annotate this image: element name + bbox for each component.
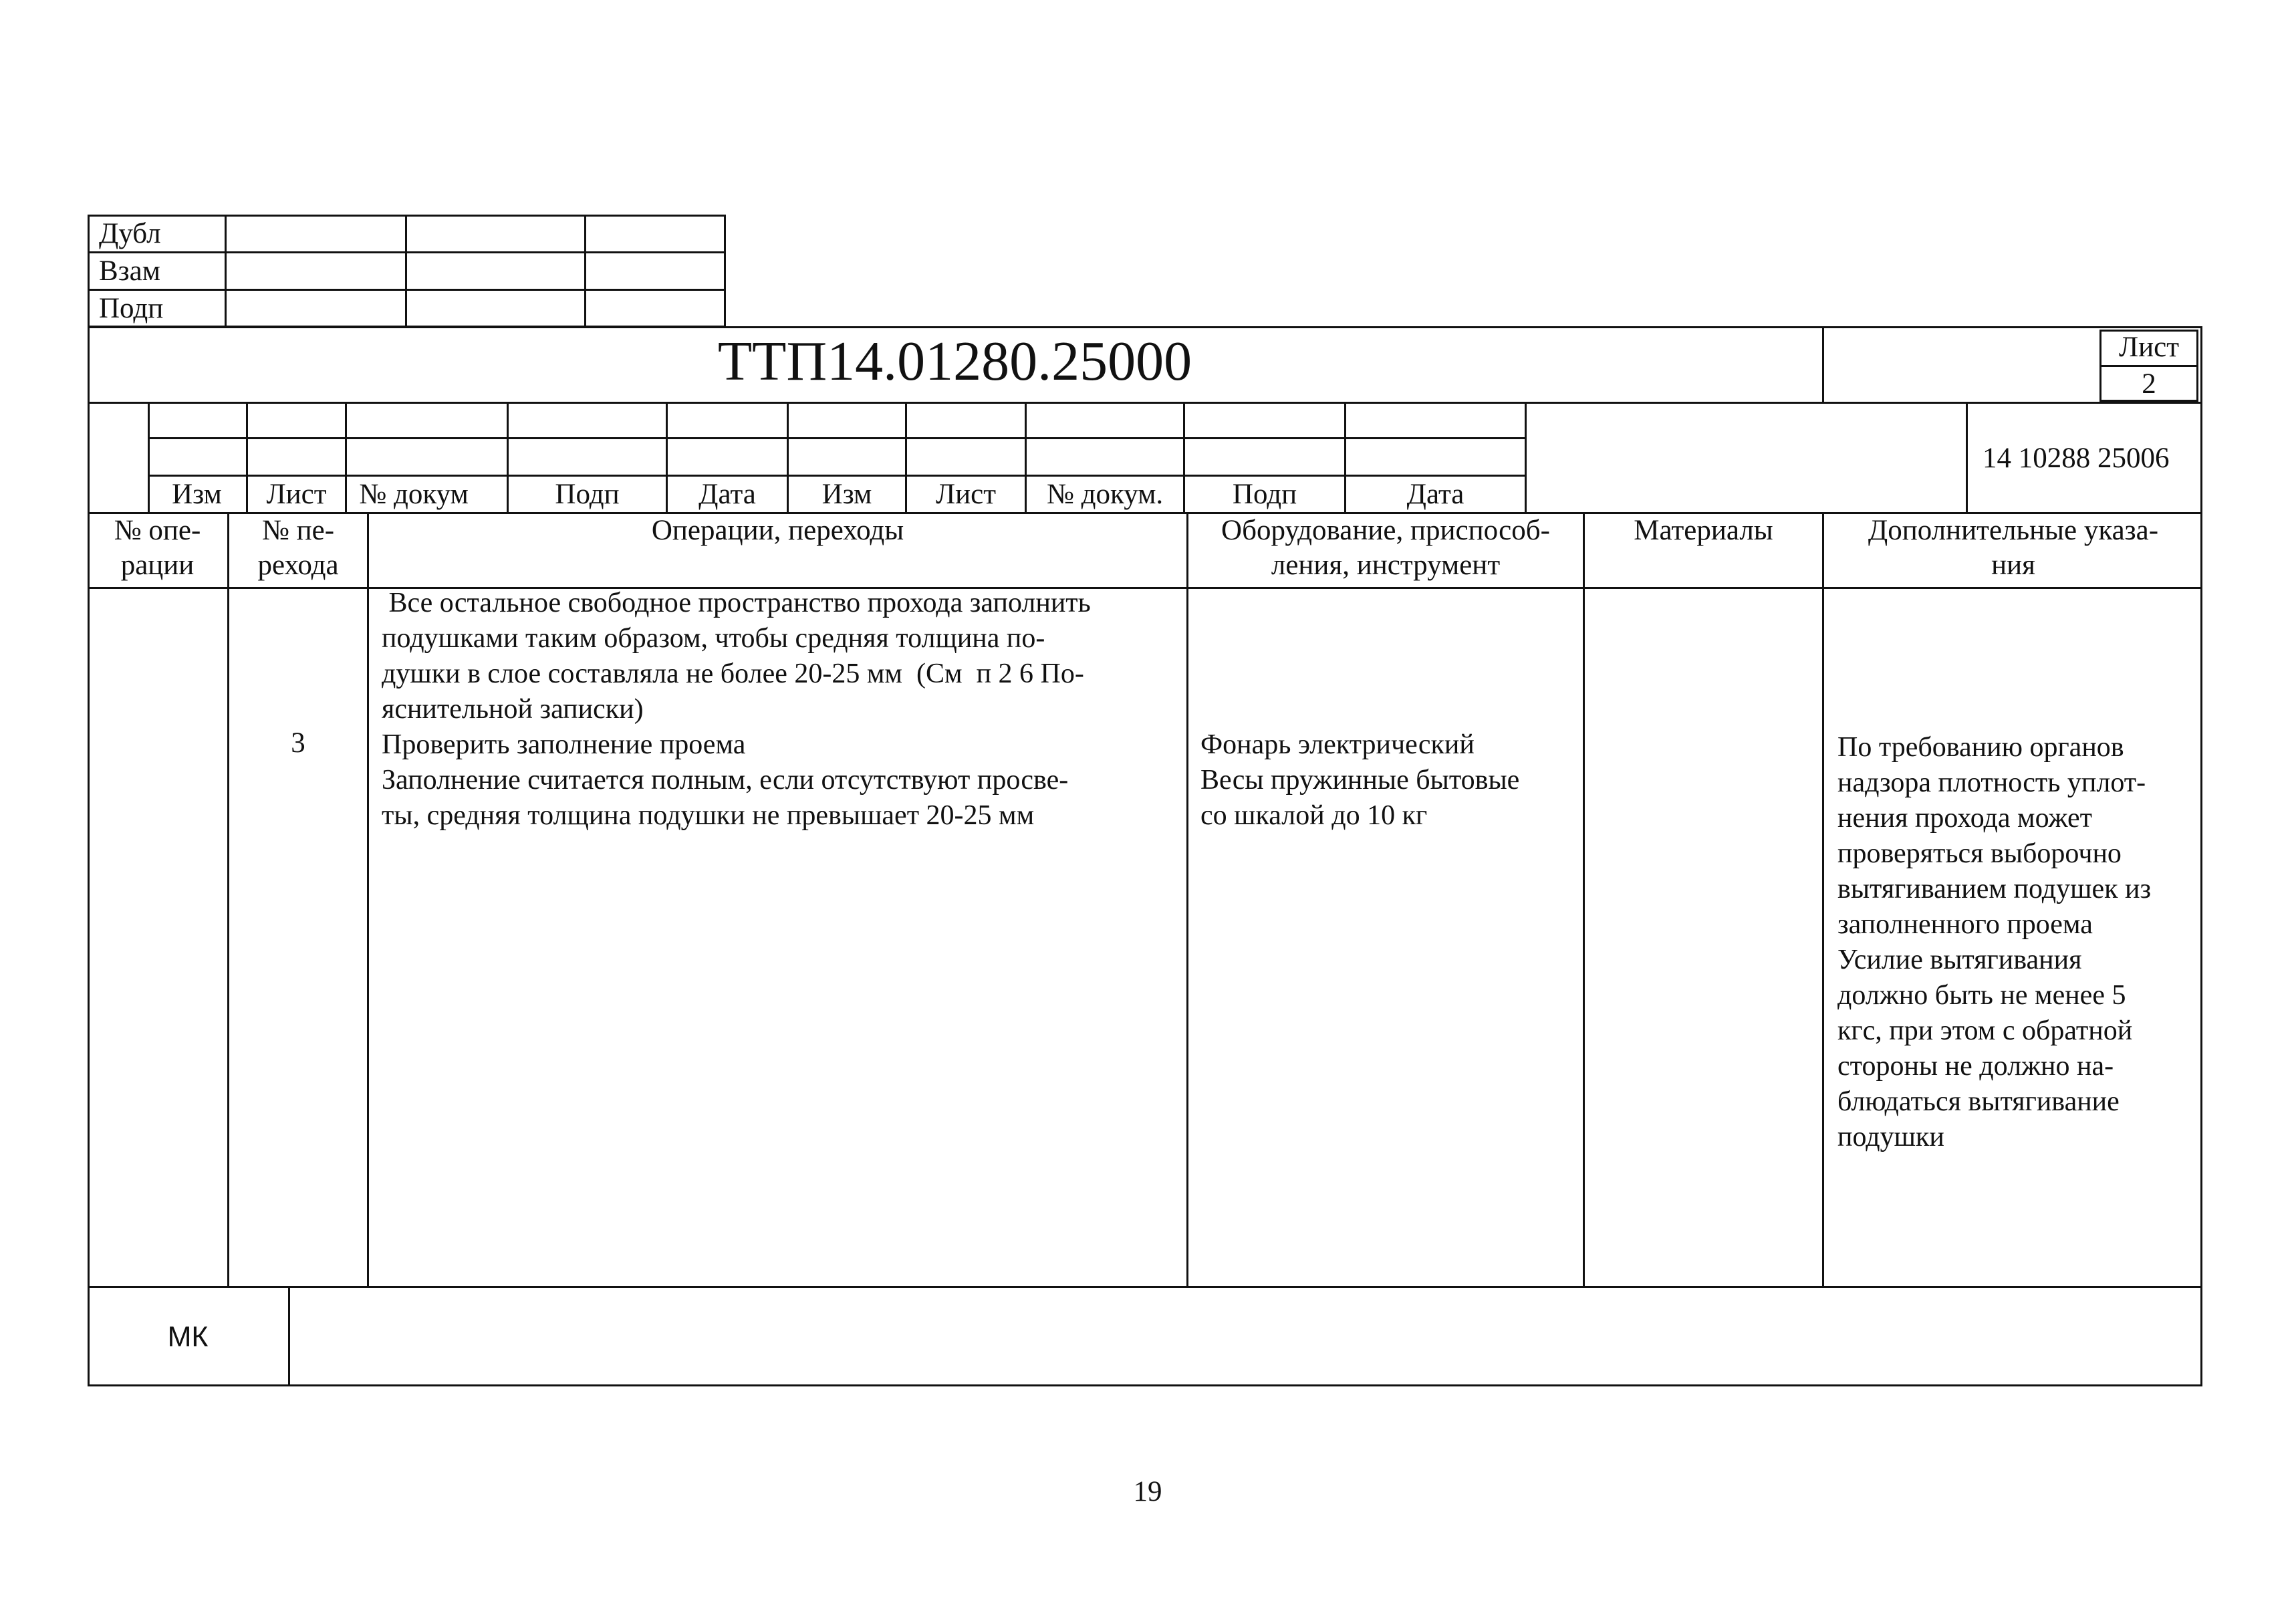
text-line: ты, средняя толщина подушки не превышает 20-25 мм bbox=[382, 800, 1035, 831]
rev-col-podp: Подп bbox=[555, 479, 620, 510]
rev-col-podp-2: Подп bbox=[1232, 479, 1297, 510]
stamp-label-dubl: Дубл bbox=[99, 218, 161, 249]
col-header-line: рехода bbox=[257, 549, 339, 581]
rule bbox=[1822, 512, 1824, 1287]
col-header-line: Оборудование, приспособ- bbox=[1221, 515, 1550, 546]
col-header-line: ления, инструмент bbox=[1271, 549, 1501, 581]
equipment-text bbox=[1200, 727, 1519, 834]
text-line: нения прохода может bbox=[1837, 803, 2093, 834]
text-line: блюдаться вытягивание bbox=[1837, 1086, 2120, 1117]
col-header-line: Материалы bbox=[1634, 515, 1773, 546]
text-line: Проверить заполнение проема bbox=[382, 729, 746, 760]
col-header-operations bbox=[369, 513, 1186, 548]
col-header-operation-no bbox=[88, 513, 227, 583]
text-line: надзора плотность уплот- bbox=[1837, 767, 2146, 798]
rule bbox=[88, 1286, 2202, 1288]
text-line: подушки bbox=[1837, 1122, 1944, 1152]
col-header-line: рации bbox=[120, 549, 195, 581]
rev-col-nodokum-2: № докум. bbox=[1046, 479, 1164, 510]
text-line: Все остальное свободное пространство прохода заполнить bbox=[382, 588, 1091, 618]
col-header-notes bbox=[1824, 513, 2202, 583]
text-line: Заполнение считается полным, если отсутствуют просве- bbox=[382, 765, 1069, 795]
text-line: вытягиванием подушек из bbox=[1837, 874, 2152, 904]
rule bbox=[1966, 402, 1968, 513]
rev-col-data: Дата bbox=[698, 479, 756, 510]
sheet-number: 2 bbox=[2142, 368, 2156, 400]
transition-number: 3 bbox=[291, 727, 305, 759]
rev-col-izm-2: Изм bbox=[821, 479, 872, 510]
rule bbox=[148, 475, 1525, 477]
text-line: яснительной записки) bbox=[382, 694, 644, 725]
text-line: Весы пружинные бытовые bbox=[1200, 765, 1520, 795]
col-header-line: Операции, переходы bbox=[651, 515, 904, 546]
rule bbox=[1822, 326, 1824, 404]
rule bbox=[367, 512, 369, 1287]
text-line: заполненного проема bbox=[1837, 909, 2093, 940]
text-line: подушками таким образом, чтобы средняя толщина по- bbox=[382, 623, 1045, 654]
col-header-line: № опе- bbox=[114, 515, 201, 546]
rev-col-list-2: Лист bbox=[935, 479, 997, 510]
col-header-line: № пе- bbox=[261, 515, 335, 546]
rule bbox=[88, 402, 2202, 404]
text-line: проверяться выборочно bbox=[1837, 838, 2122, 869]
rule bbox=[148, 437, 1525, 439]
notes-text bbox=[1837, 730, 2151, 1155]
text-line: Усилие вытягивания bbox=[1837, 945, 2082, 975]
text-line: должно быть не менее 5 bbox=[1837, 980, 2126, 1011]
stamp-label-podp: Подп bbox=[99, 293, 164, 324]
col-header-materials bbox=[1585, 513, 1822, 548]
document-code: ТТП14.01280.25000 bbox=[717, 330, 1192, 392]
rev-col-nodokum: № докум bbox=[359, 479, 469, 510]
operations-text bbox=[382, 586, 1091, 834]
sheet-label: Лист bbox=[2118, 332, 2180, 363]
stamp-line bbox=[225, 215, 227, 328]
stamp-line bbox=[584, 215, 586, 328]
rev-col-izm: Изм bbox=[172, 479, 222, 510]
text-line: со шкалой до 10 кг bbox=[1200, 800, 1428, 831]
text-line: кгс, при этом с обратной bbox=[1837, 1015, 2133, 1046]
registration-number: 14 10288 25006 bbox=[1983, 443, 2170, 474]
rule bbox=[288, 1286, 290, 1386]
col-header-line: Дополнительные указа- bbox=[1868, 515, 2159, 546]
rule bbox=[1186, 512, 1188, 1287]
rule bbox=[1583, 512, 1585, 1287]
rev-col-list: Лист bbox=[266, 479, 327, 510]
form-type-label: МК bbox=[167, 1321, 209, 1353]
col-header-transition-no bbox=[229, 513, 367, 583]
rev-col-data-2: Дата bbox=[1406, 479, 1464, 510]
rule bbox=[1525, 402, 1527, 513]
rule bbox=[227, 512, 229, 1287]
page-number: 19 bbox=[1133, 1476, 1162, 1507]
text-line: душки в слое составляла не более 20-25 мм (См п 2 6 По- bbox=[382, 658, 1084, 689]
text-line: стороны не должно на- bbox=[1837, 1051, 2114, 1082]
text-line: По требованию органов bbox=[1837, 732, 2124, 763]
col-header-line: ния bbox=[1991, 549, 2035, 581]
stamp-line bbox=[405, 215, 407, 328]
col-header-equipment bbox=[1188, 513, 1583, 583]
stamp-label-vzam: Взам bbox=[99, 255, 160, 287]
text-line: Фонарь электрический bbox=[1200, 729, 1475, 760]
